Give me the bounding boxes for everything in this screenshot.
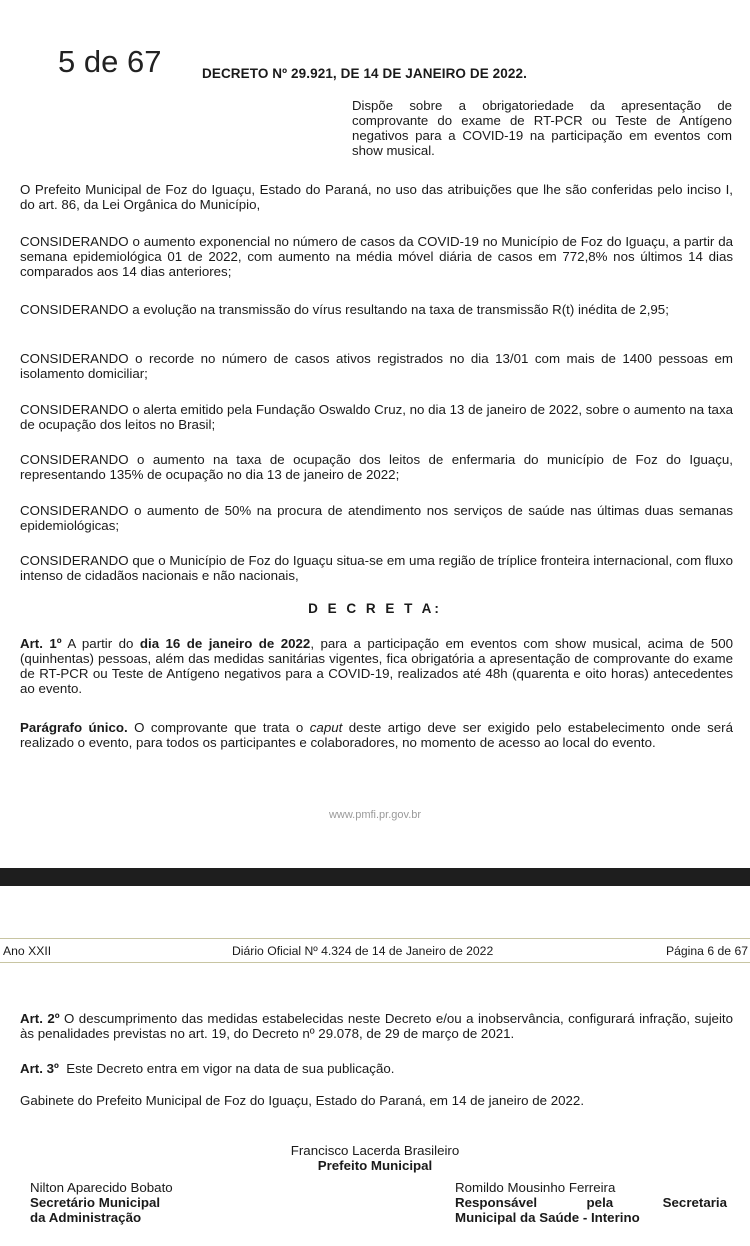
paragrafo-caput: caput: [309, 720, 343, 735]
considerando-1: CONSIDERANDO o aumento exponencial no número de casos da COVID-19 no Município de Foz do Iguaçu, a partir da semana epidemiológica 01 de 2022, com aumento na média móvel diária de casos em 772,8% nos últimos 14 dias comparados aos 14 dias anteriores;: [20, 234, 733, 279]
article-3: [20, 1061, 733, 1076]
header-year: Ano XXII: [3, 944, 52, 958]
website-footer: www.pmfi.pr.gov.br: [328, 809, 422, 821]
article-1-text-a: A partir do: [61, 636, 140, 651]
header-rule-bottom: [0, 962, 750, 963]
secretary-admin-name: Nilton Aparecido Bobato: [30, 1180, 173, 1195]
secretary-health-name: Romildo Mousinho Ferreira: [455, 1180, 616, 1195]
article-1-text-b: , para a participação em eventos com show musical, acima de 500 (quinhentas) pessoas, além das medidas sanitárias vigentes, fica obrigatória a apresentação de comprovante do exame de RT-PCR ou Teste de Antígeno negativos para a COVID-19, realizados até 48h (quarenta e oito horas) antecedentes ao evento.: [20, 636, 734, 696]
header-page-number: Página 6 de 67: [666, 944, 748, 958]
decreta-heading: D E C R E T A:: [308, 601, 442, 616]
header-rule-top: [0, 938, 750, 939]
secretary-admin-signature: [30, 1180, 330, 1225]
considerando-3: CONSIDERANDO o recorde no número de casos ativos registrados no dia 13/01 com mais de 1400 pessoas em isolamento domiciliar;: [20, 351, 733, 381]
secretary-admin-role-2: da Administração: [30, 1210, 142, 1225]
considerando-5: CONSIDERANDO o aumento na taxa de ocupação dos leitos de enfermaria do município de Foz do Iguaçu, representando 135% de ocupação no dia 13 de janeiro de 2022;: [20, 452, 733, 482]
gabinete-line: Gabinete do Prefeito Municipal de Foz do Iguaçu, Estado do Paraná, em 14 de janeiro de 2022.: [20, 1093, 585, 1108]
secretary-health-signature: [455, 1180, 727, 1225]
paragrafo-unico: [20, 720, 733, 750]
considerando-6: CONSIDERANDO o aumento de 50% na procura de atendimento nos serviços de saúde nas últimas duas semanas epidemiológicas;: [20, 503, 733, 533]
secretary-health-role-2: Municipal da Saúde - Interino: [455, 1210, 640, 1225]
page-separator: [0, 868, 750, 886]
article-3-text: Este Decreto entra em vigor na data de sua publicação.: [58, 1061, 395, 1076]
considerando-7: CONSIDERANDO que o Município de Foz do Iguaçu situa-se em uma região de tríplice fronteira internacional, com fluxo intenso de cidadãos nacionais e não nacionais,: [20, 553, 733, 583]
article-1: [20, 636, 733, 696]
mayor-role: Prefeito Municipal: [317, 1158, 433, 1173]
paragrafo-text-b: deste artigo deve ser exigido pelo estabelecimento onde será realizado o evento, para todos os participantes e colaboradores, no momento de acesso ao local do evento.: [20, 720, 734, 750]
considerando-2: CONSIDERANDO a evolução na transmissão do vírus resultando na taxa de transmissão R(t) inédita de 2,95;: [20, 302, 669, 317]
decree-summary: Dispõe sobre a obrigatoriedade da apresentação de comprovante do exame de RT-PCR ou Teste de Antígeno negativos para a COVID-19 na participação em eventos com show musical.: [352, 98, 732, 158]
article-2-text: O descumprimento das medidas estabelecidas neste Decreto e/ou a inobservância, configurará infração, sujeito às penalidades previstas no art. 19, do Decreto nº 29.078, de 29 de março de 2021.: [20, 1011, 733, 1041]
mayor-signature: [0, 1143, 750, 1173]
article-2-label: Art. 2º: [20, 1011, 60, 1026]
page-counter: 5 de 67: [58, 44, 162, 79]
article-3-label: Art. 3º: [20, 1061, 59, 1076]
paragrafo-text-a: O comprovante que trata o: [127, 720, 310, 735]
article-1-label: Art. 1º: [20, 636, 62, 651]
article-2: [20, 1011, 733, 1041]
article-1-date: dia 16 de janeiro de 2022: [139, 636, 311, 651]
considerando-4: CONSIDERANDO o alerta emitido pela Fundação Oswaldo Cruz, no dia 13 de janeiro de 2022, sobre o aumento na taxa de ocupação dos leitos no Brasil;: [20, 402, 733, 432]
decree-title: DECRETO Nº 29.921, DE 14 DE JANEIRO DE 2022.: [202, 66, 527, 81]
preamble: O Prefeito Municipal de Foz do Iguaçu, Estado do Paraná, no uso das atribuições que lhe são conferidas pelo inciso I, do art. 86, da Lei Orgânica do Município,: [20, 182, 733, 212]
secretary-admin-role-1: Secretário Municipal: [30, 1195, 161, 1210]
mayor-name: Francisco Lacerda Brasileiro: [290, 1143, 460, 1158]
secretary-health-role-1: Responsável pela Secretaria: [455, 1195, 727, 1210]
document-page-6: [0, 886, 750, 1246]
header-gazette: Diário Oficial Nº 4.324 de 14 de Janeiro de 2022: [232, 944, 494, 958]
paragrafo-label: Parágrafo único.: [20, 720, 128, 735]
